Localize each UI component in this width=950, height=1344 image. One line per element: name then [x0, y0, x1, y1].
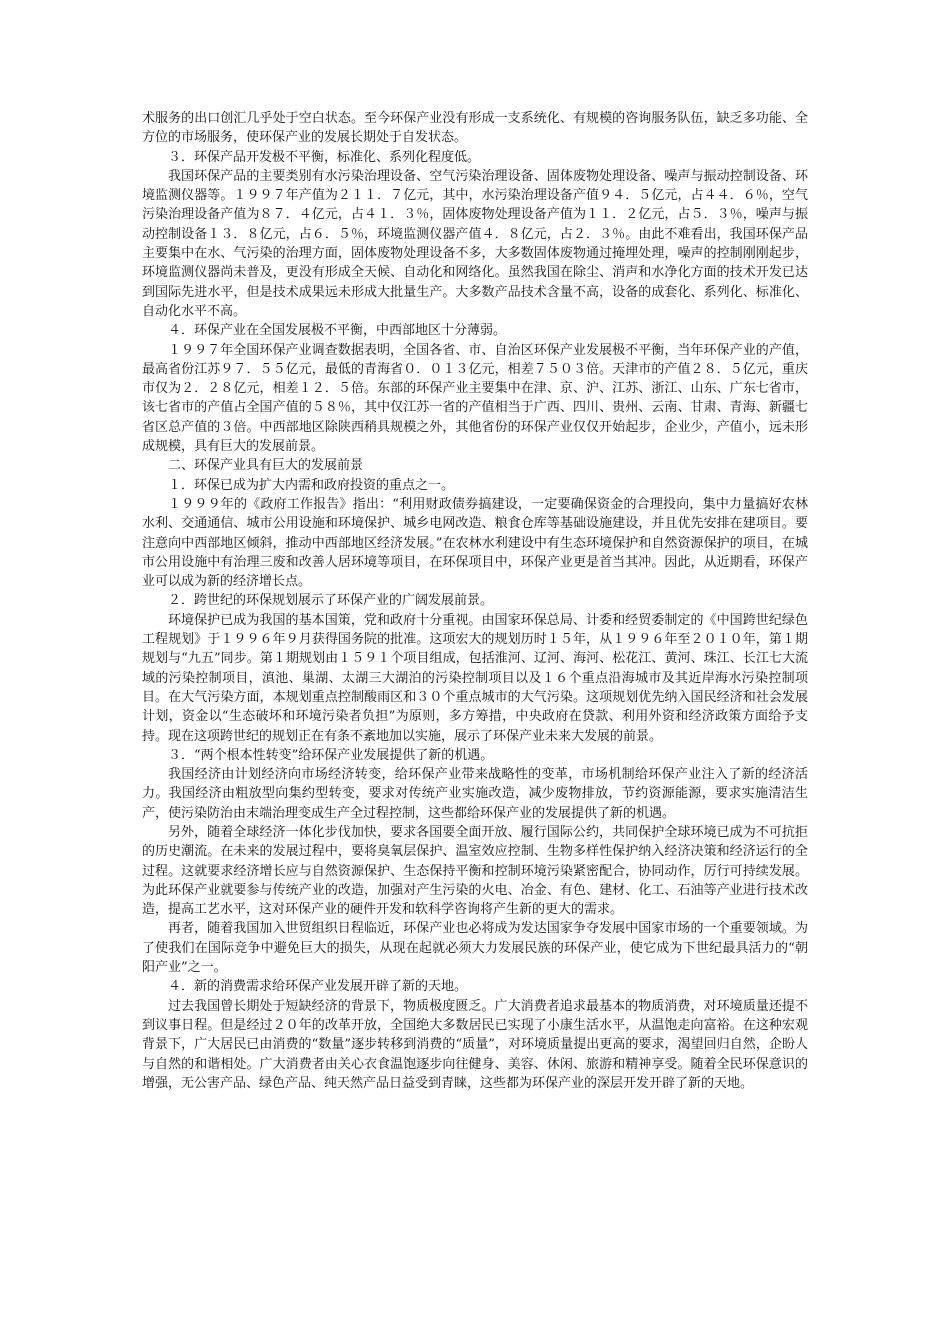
paragraph-government-report: １９９９年的《政府工作报告》指出：“利用财政债券搞建设，一定要确保资金的合理投向，集中力量搞好农林水利、交通通信、城市公用设施和环境保护、城乡电网改造、粮食仓库等基础设施建设，并且优先安排在建项目。要注意向中西部地区倾斜，推动中西部地区经济发展。”在农林水利建设中有生态环境保护和自然资源保护的项目，在城市公用设施中有治理三废和改善人居环境等项目，在环保项目中，环保产业更是首当其冲。因此，从近期看，环保产业可以成为新的经济增长点。 — [142, 496, 808, 590]
subheading-product-imbalance: ３．环保产品开发极不平衡，标准化、系列化程度低。 — [168, 149, 481, 165]
section-heading-prospects: 二、环保产业具有巨大的发展前景 — [168, 458, 364, 474]
paragraph-green-project-plan: 环境保护已成为我国的基本国策，党和政府十分重视。由国家环保总局、计委和经贸委制定的《中国跨世纪绿色工程规划》于１９９６年９月获得国务院的批准。这项宏大的规划历时１５年，从１９９６年至２０１０年，第１期规划与“九五”同步。第１期规划由１５９１个项目组成，包括淮河、辽河、海河、松花江、黄河、珠江、长江七大流域的污染控制项目，滇池、巢湖、太湖三大湖泊的污染控制项目以及１６个重点沿海城市及其近岸海水污染控制项目。在大气污染方面，本规划重点控制酸雨区和３０个重点城市的大气污染。这项规划优先纳入国民经济和社会发展计划，资金以“生态破坏和环境污染者负担”为原则，多方筹措，中央政府在贷款、利用外资和经济政策方面给予支持。现在这项跨世纪的规划正在有条不紊地加以实施，展示了环保产业未来大发展的前景。 — [142, 612, 808, 744]
subheading-consumer-demand: ４．新的消费需求给环保产业发展开辟了新的天地。 — [168, 979, 468, 995]
paragraph-consumption-upgrade: 过去我国曾长期处于短缺经济的背景下，物质极度匮乏。广大消费者追求最基本的物质消费，对环境质量还提不到议事日程。但是经过２０年的改革开放，全国绝大多数居民已实现了小康生活水平，从温饱走向富裕。在这种宏观背景下，广大居民已由消费的“数量”逐步转移到消费的“质量”，对环境质量提出更高的要求，渴望回归自然，企盼人与自然的和谐相处。广大消费者由关心衣食温饱逐步向往健身、美容、休闲、旅游和精神享受。随着全民环保意识的增强，无公害产品、绿色产品、纯天然产品日益受到青睐，这些都为环保产业的深层开发开辟了新的天地。 — [142, 998, 808, 1091]
paragraph-consulting-gap: 术服务的出口创汇几乎处于空白状态。至今环保产业没有形成一支系统化、有规模的咨询服务队伍，缺乏多功能、全方位的市场服务，使环保产业的发展长期处于自发状态。 — [142, 111, 808, 146]
paragraph-regional-survey: １９９７年全国环保产业调查数据表明，全国各省、市、自治区环保产业发展极不平衡，当年环保产业的产值，最高省份江苏９７．５５亿元，最低的青海省０．０１３亿元，相差７５０３倍。天津市的产值２８．５亿元，重庆市仅为２．２８亿元，相差１２．５倍。东部的环保产业主要集中在津、京、沪、江苏、浙江、山东、广东七省市，该七省市的产值占全国产值的５８％，其中仅江苏一省的产值相当于广西、四川、贵州、云南、甘肃、青海、新疆七省区总产值的３倍。中西部地区除陕西稍具规模之外，其他省份的环保产业仅仅开始起步，企业少，产值小，远未形成规模，具有巨大的发展前景。 — [142, 342, 808, 455]
paragraph-globalization: 另外，随着全球经济一体化步伐加快，要求各国要全面开放、履行国际公约，共同保护全球环境已成为不可抗拒的历史潮流。在未来的发展过程中，要将臭氧层保护、温室效应控制、生物多样性保护纳入经济决策和经济运行的全过程。这就要求经济增长应与自然资源保护、生态保持平衡和控制环境污染紧密配合，协同动作，厉行可持续发展。为此环保产业就要参与传统产业的改造，加强对产生污染的火电、冶金、有色、建材、化工、石油等产业进行技术改造，提高工艺水平，这对环保产业的硬件开发和软科学咨询将产生新的更大的需求。 — [142, 824, 808, 918]
document-body — [142, 109, 808, 1093]
paragraph-market-transition: 我国经济由计划经济向市场经济转变，给环保产业带来战略性的变革，市场机制给环保产业注入了新的经济活力。我国经济由粗放型向集约型转变，要求对传统产业实施改造，减少废物排放，节约资源能源，要求实施清洁生产，使污染防治由末端治理变成生产全过程控制，这些都给环保产业的发展提供了新的机遇。 — [142, 767, 808, 821]
subheading-regional-imbalance: ４．环保产业在全国发展极不平衡，中西部地区十分薄弱。 — [168, 323, 507, 339]
subheading-two-transformations: ３．“两个根本性转变”给环保产业发展提供了新的机遇。 — [168, 747, 494, 763]
subheading-domestic-demand: １．环保已成为扩大内需和政府投资的重点之一。 — [168, 477, 455, 493]
paragraph-wto: 再者，随着我国加入世贸组织日程临近，环保产业也必将成为发达国家争夺发展中国家市场的一个重要领域。为了使我们在国际竞争中避免巨大的损失，从现在起就必须大力发展民族的环保产业，使它成为下世纪最具活力的“朝阳产业”之一。 — [142, 921, 808, 976]
paragraph-product-categories: 我国环保产品的主要类别有水污染治理设备、空气污染治理设备、固体废物处理设备、噪声与振动控制设备、环境监测仪器等。１９９７年产值为２１１．７亿元，其中，水污染治理设备产值９４．５亿元，占４４．６％，空气污染治理设备产值为８７．４亿元，占４１．３％，固体废物处理设备产值为１１．２亿元，占５．３％，噪声与振动控制设备１３．８亿元，占６．５％，环境监测仪器产值４．８亿元，占２．３％。由此不难看出，我国环保产品主要集中在水、气污染的治理方面，固体废物处理设备不多，大多数固体废物通过掩埋处理，噪声的控制刚刚起步，环境监测仪器尚未普及，更没有形成全天候、自动化和网络化。虽然我国在除尘、消声和水净化方面的技术开发已达到国际先进水平，但是技术成果远未形成大批量生产。大多数产品技术含量不高，设备的成套化、系列化、标准化、自动化水平不高。 — [142, 168, 808, 319]
subheading-cross-century-plan: ２．跨世纪的环保规划展示了环保产业的广阔发展前景。 — [168, 593, 494, 609]
